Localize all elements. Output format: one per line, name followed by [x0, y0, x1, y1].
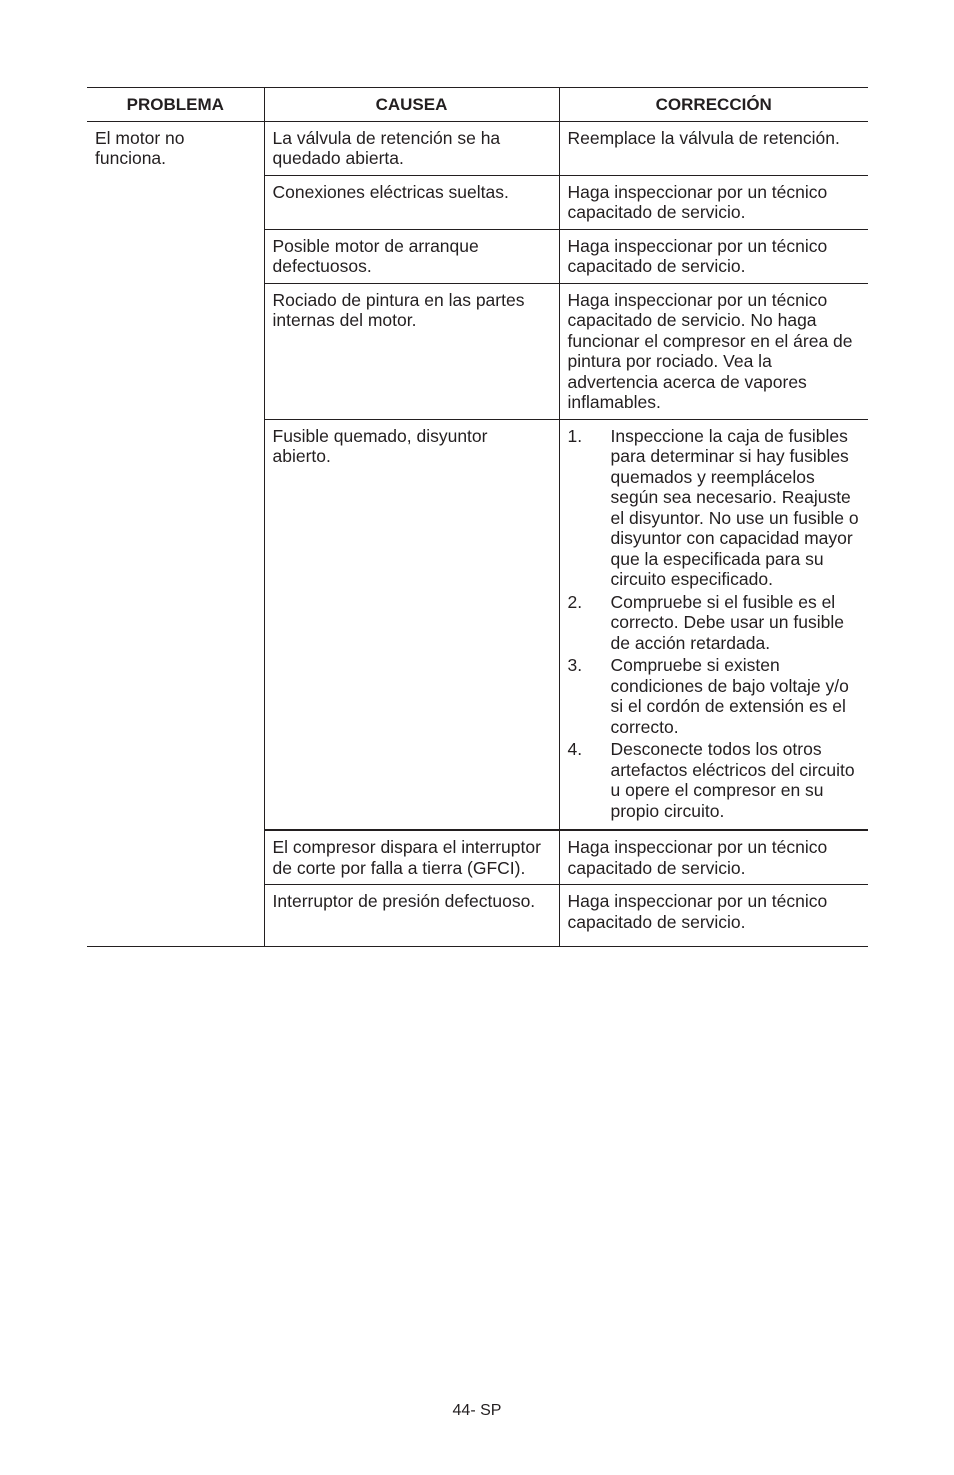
cause-cell: Fusible quemado, disyuntor abierto. [264, 419, 559, 830]
correction-cell [559, 419, 868, 830]
step-text: Desconecte todos los otros artefactos eléctricos del circuito u opere el compresor en su propio circuito. [610, 739, 855, 821]
list-item [568, 739, 861, 821]
step-number: 4. [567, 739, 583, 759]
list-item [568, 426, 861, 590]
cause-cell: El compresor dispara el interruptor de corte por falla a tierra (GFCI). [264, 830, 559, 885]
cause-cell: Interruptor de presión defectuoso. [264, 885, 559, 947]
cause-cell: Conexiones eléctricas sueltas. [264, 175, 559, 229]
correction-cell: Haga inspeccionar por un técnico capacitado de servicio. No haga funcionar el compresor en el área de pintura por rociado. Vea la advertencia acerca de vapores inflamables. [559, 283, 868, 419]
cause-cell: Rociado de pintura en las partes internas del motor. [264, 283, 559, 419]
step-text: Compruebe si existen condiciones de bajo voltaje y/o si el cordón de extensión es el correcto. [610, 655, 849, 737]
correction-cell: Haga inspeccionar por un técnico capacitado de servicio. [559, 229, 868, 283]
cause-cell: La válvula de retención se ha quedado abierta. [264, 121, 559, 175]
step-text: Compruebe si el fusible es el correcto. Debe usar un fusible de acción retardada. [610, 591, 844, 653]
step-number: 3. [567, 655, 583, 675]
step-number: 1. [567, 425, 583, 446]
correction-steps-list [568, 426, 861, 822]
table-row [87, 121, 868, 175]
problem-cell: El motor no funciona. [87, 121, 264, 947]
correction-cell: Haga inspeccionar por un técnico capacitado de servicio. [559, 175, 868, 229]
correction-cell: Haga inspeccionar por un técnico capacitado de servicio. [559, 830, 868, 885]
correction-cell: Reemplace la válvula de retención. [559, 121, 868, 175]
cause-cell: Posible motor de arranque defectuosos. [264, 229, 559, 283]
step-text: Inspeccione la caja de fusibles para determinar si hay fusibles quemados y reemplácelos según sea necesario. Reajuste el disyuntor. No use un fusible o disyuntor con capacidad mayor que la especificada para su circuito especificado. [610, 425, 859, 589]
list-item [568, 655, 861, 737]
step-number: 2. [567, 591, 583, 612]
list-item [568, 592, 861, 654]
correction-cell: Haga inspeccionar por un técnico capacitado de servicio. [559, 885, 868, 947]
header-causa: CAUSEA [264, 88, 559, 122]
troubleshooting-table [87, 87, 868, 947]
header-correccion: CORRECCIÓN [559, 88, 868, 122]
header-problema: PROBLEMA [87, 88, 264, 122]
page-number: 44- SP [452, 1402, 502, 1419]
